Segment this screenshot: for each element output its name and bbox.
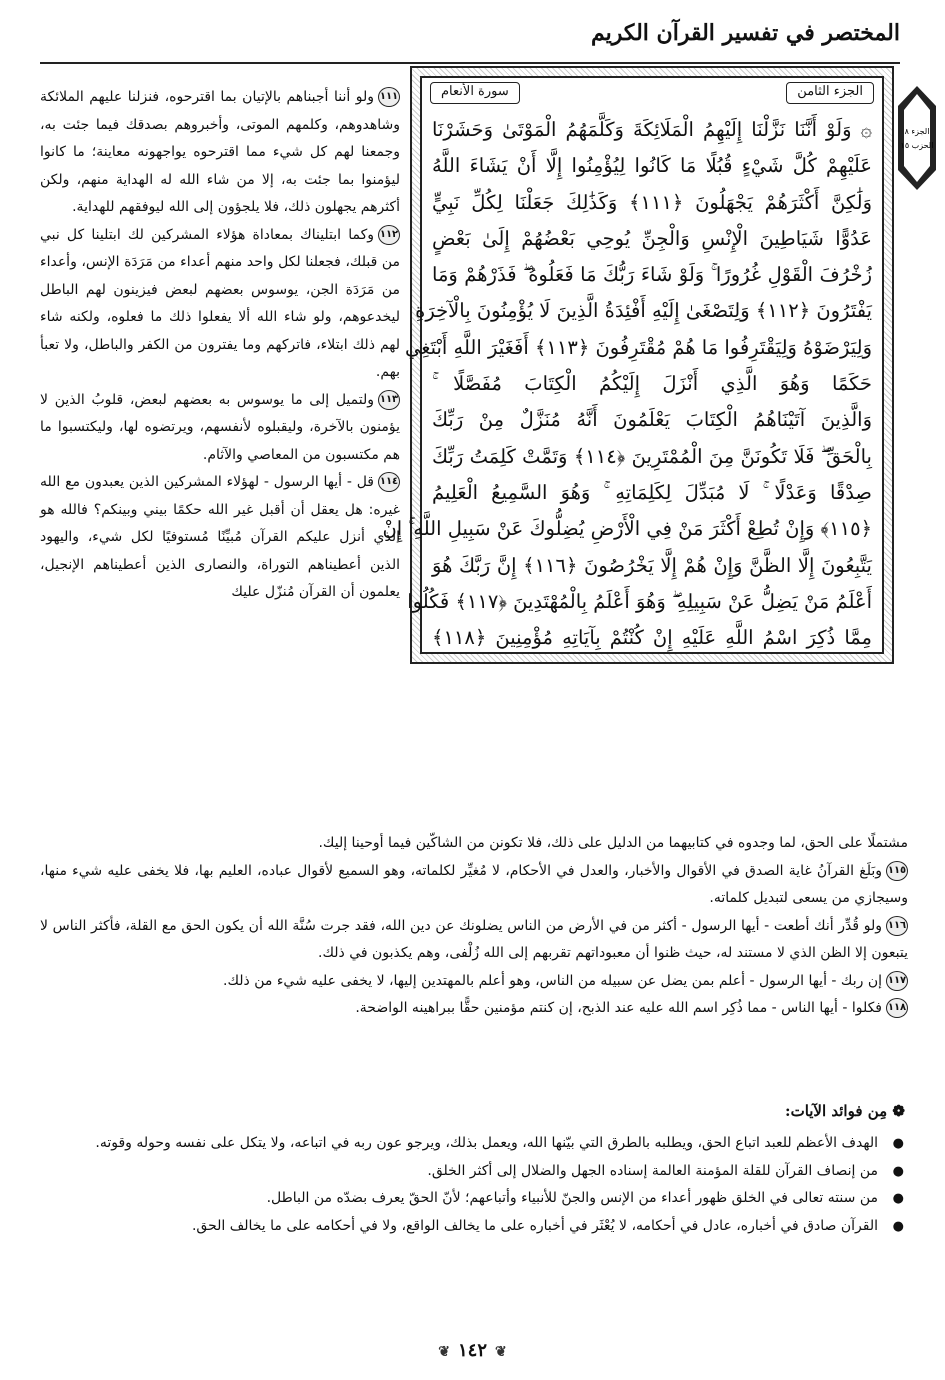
tafsir-column [40,84,400,607]
ornament-icon: ❦ [495,1344,507,1360]
page-number-text: ١٤٢ [457,1340,487,1361]
tafsir-text: قل - أيها الرسول - لهؤلاء المشركين الذين يعبدون مع الله غيره: هل يعقل أن أقبل غير الله حكمًا بيني وبينكم؟ فالله هو الذي أنزل عليكم القرآن مُبيِّنًا مُستوفيًا لكل شيء، واليهود الذين أعطيناهم التوراة، والنصارى الذين أعطيناهم الإنجيل، يعلمون أن القرآن مُنزّل عليك [40,474,400,600]
benefit-item: ● القرآن صادق في أخباره، عادل في أحكامه، لا يُعْثَر في أخباره على ما يخالف الواقع، ولا في أحكامه على ما يخالف الحق. [40,1213,908,1241]
badge-juz: الجزء ٨ [904,127,930,136]
quran-text [382,112,872,656]
quran-line: عَدُوًّا شَيَاطِينَ الْإِنْسِ وَالْجِنِّ يُوحِي بَعْضُهُمْ إِلَىٰ بَعْضٍ [432,226,872,250]
quran-line: وَلَٰكِنَّ أَكْثَرَهُمْ يَجْهَلُونَ ﴿١١١﴾ وَكَذَٰلِكَ جَعَلْنَا لِكُلِّ نَبِيٍّ [432,190,872,214]
quran-line: صِدْقًا وَعَدْلًا ۚ لَا مُبَدِّلَ لِكَلِمَاتِهِ ۚ وَهُوَ السَّمِيعُ الْعَلِيمُ [432,480,872,504]
benefit-item: ● الهدف الأعظم للعبد اتباع الحق، ويطلبه بالطرق التي بيّنها الله، ويعمل بذلك، ويرجو عون ربه في اتباعه، ولا يتكل على نفسه وحوله وقوته. [40,1130,908,1158]
verse-number: ١١٣ [378,390,400,410]
verse-number: ١١١ [378,87,400,107]
quran-frame [382,66,894,664]
quran-line: ۞ وَلَوْ أَنَّنَا نَزَّلْنَا إِلَيْهِمُ الْمَلَائِكَةَ وَكَلَّمَهُمُ الْمَوْتَىٰ وَحَشَرْنَا [432,118,872,141]
juz-label: الجزء الثامن [786,82,874,104]
verse-number: ١١٤ [378,472,400,492]
tafsir-text: فكلوا - أيها الناس - مما ذُكِر اسم الله عليه عند الذبح، إن كنتم مؤمنين حقًّا ببراهينه الواضحة. [355,1000,882,1016]
badge-hizb: الحزب ١٥ [900,141,934,150]
quran-line: يَتَّبِعُونَ إِلَّا الظَّنَّ وَإِنْ هُمْ إِلَّا يَخْرُصُونَ ﴿١١٦﴾ إِنَّ رَبَّكَ هُوَ [432,553,872,577]
benefit-item: ● من سنته تعالى في الخلق ظهور أعداء من الإنس والجنّ للأنبياء وأتباعهم؛ لأنّ الحقّ يعرف بضدّه من الباطل. [40,1185,908,1213]
book-title: المختصر في تفسير القرآن الكريم [591,20,900,46]
verse-number: ١١٨ [886,998,908,1018]
quran-line: وَالَّذِينَ آتَيْنَاهُمُ الْكِتَابَ يَعْلَمُونَ أَنَّهُ مُنَزَّلٌ مِنْ رَبِّكَ [432,408,872,432]
tafsir-paragraph [40,222,400,387]
tafsir-text: ولتميل إلى ما يوسوس به بعضهم لبعض، قلوبُ الذين لا يؤمنون بالآخرة، وليقبلوه لأنفسهم، ويرتضوه لها، وليكتسبوا ما هم مكتسبون من المعاصي والآثام. [40,391,400,463]
verse-number: ١١٧ [886,971,908,991]
tafsir-paragraph [40,995,908,1023]
benefits-title [785,1102,905,1120]
quran-line: يَفْتَرُونَ ﴿١١٢﴾ وَلِتَصْغَىٰ إِلَيْهِ أَفْئِدَةُ الَّذِينَ لَا يُؤْمِنُونَ بِالْآخِرَةِ [415,299,872,323]
tafsir-continuation: مشتملًا على الحق، لما وجدوه في كتابيهما من الدليل على ذلك، فلا تكونن من الشاكّين فيما أوحينا إليك. [318,835,908,851]
verse-number: ١١٥ [886,861,908,881]
flower-icon: ❁ [887,1102,905,1120]
tafsir-paragraph [40,968,908,996]
running-head [40,14,900,64]
benefits-list [40,1130,908,1240]
quran-line: ﴿١١٥﴾ وَإِنْ تُطِعْ أَكْثَرَ مَنْ فِي الْأَرْضِ يُضِلُّوكَ عَنْ سَبِيلِ اللَّهِ ۚ إِنْ [382,517,872,541]
quran-line: أَعْلَمُ مَنْ يَضِلُّ عَنْ سَبِيلِهِ ۖ وَهُوَ أَعْلَمُ بِالْمُهْتَدِينَ ﴿١١٧﴾ فَكُلُوا [407,589,872,613]
tafsir-text: وكما ابتليناك بمعاداة هؤلاء المشركين لك ابتلينا كل نبي من قبلك، فجعلنا لكل واحد منهم أعداء من مَرَدَة الإنس، وأعداء من مَرَدَة الجن، يوسوس بعضهم لبعض فيزينون لهم الباطل ليخدعوهم، ولو شاء الله ألا يفعلوا ذلك ما فعلوه، ولكنه شاء لهم ذلك ابتلاء، فاتركهم وما يفترون من الكفر والباطل، ولا تعبأ بهم. [40,226,400,380]
verse-number: ١١٢ [378,225,400,245]
quran-panel [382,76,884,654]
verse-number: ١١٦ [886,916,908,936]
quran-line: حَكَمًا وَهُوَ الَّذِي أَنْزَلَ إِلَيْكُمُ الْكِتَابَ مُفَصَّلًا ۚ [432,372,872,396]
quran-line: بِالْحَقِّ ۖ فَلَا تَكُونَنَّ مِنَ الْمُمْتَرِينَ ﴿١١٤﴾ وَتَمَّتْ كَلِمَتُ رَبِّكَ [432,444,872,468]
tafsir-text: وبَلَغ القرآنُ غاية الصدق في الأقوال والأخبار، والعدل في الأحكام، لا مُغيِّر لكلماته، وهو السميع لأقوال عباده، العليم بها، فلا يخفى عليه شيء منها، وسيجازي من يسعى لتبديل كلماته. [40,862,908,906]
tafsir-text: ولو قُدِّر أنك أطعت - أيها الرسول - أكثر من في الأرض من الناس يضلونك عن دين الله، فقد جرت سُنَّة الله أن يكون الحق مع القلة، فأكثر الناس لا يتبعون إلا الظن الذي لا مستند له، حيث ظنوا أن معبوداتهم تقربهم إلى الله زُلْفى، وهم يكذبون في ذلك. [40,917,908,961]
tafsir-text: إن ربك - أيها الرسول - أعلم بمن يضل عن سبيله من الناس، وهو أعلم بالمهتدين إليها، لا يخفى عليه شيء من ذلك. [223,972,882,989]
tafsir-paragraph [40,913,908,968]
tafsir-paragraph [40,84,400,222]
quran-header [430,82,874,104]
surah-label: سورة الأنعام [430,82,520,104]
quran-line: وَلِيَرْضَوْهُ وَلِيَقْتَرِفُوا مَا هُمْ مُقْتَرِفُونَ ﴿١١٣﴾ أَفَغَيْرَ اللَّهِ أَبْتَغِي [404,335,872,359]
quran-line: عَلَيْهِمْ كُلَّ شَيْءٍ قُبُلًا مَا كَانُوا لِيُؤْمِنُوا إِلَّا أَنْ يَشَاءَ اللَّهُ [432,154,872,178]
tafsir-paragraph [40,387,400,470]
juz-hizb-ornament-icon [896,84,938,192]
tafsir-paragraph [40,469,400,607]
ornament-icon: ❦ [438,1344,450,1360]
benefit-item: ● من إنصاف القرآن للقلة المؤمنة العالمة إسناده الجهل والضلال إلى أكثر الخلق. [40,1158,908,1186]
quran-line: زُخْرُفَ الْقَوْلِ غُرُورًا ۚ وَلَوْ شَاءَ رَبُّكَ مَا فَعَلُوهُ ۖ فَذَرْهُمْ وَمَا [432,263,872,287]
tafsir-paragraph [40,858,908,913]
page-number [0,1340,945,1361]
tafsir-full-width [40,830,908,1023]
tafsir-text: ولو أننا أجبناهم بالإتيان بما اقترحوه، فنزلنا عليهم الملائكة وشاهدوهم، وكلمهم الموتى، وأخبروهم بصدقك فيما جئت به، وجمعنا لهم كل شيء مما اقترحوه يواجهونه معاينة؛ ما كانوا ليؤمنوا بما جئت به، إلا من شاء الله له الهداية منهم، ولكن أكثرهم يجهلون ذلك، فلا يلجؤون إلى الله ليوفقهم للهداية. [40,89,400,215]
quran-line: مِمَّا ذُكِرَ اسْمُ اللَّهِ عَلَيْهِ إِنْ كُنْتُمْ بِآيَاتِهِ مُؤْمِنِينَ ﴿١١٨﴾ [432,626,872,650]
benefits-title-text: مِن فوائد الآيات: [785,1102,888,1120]
